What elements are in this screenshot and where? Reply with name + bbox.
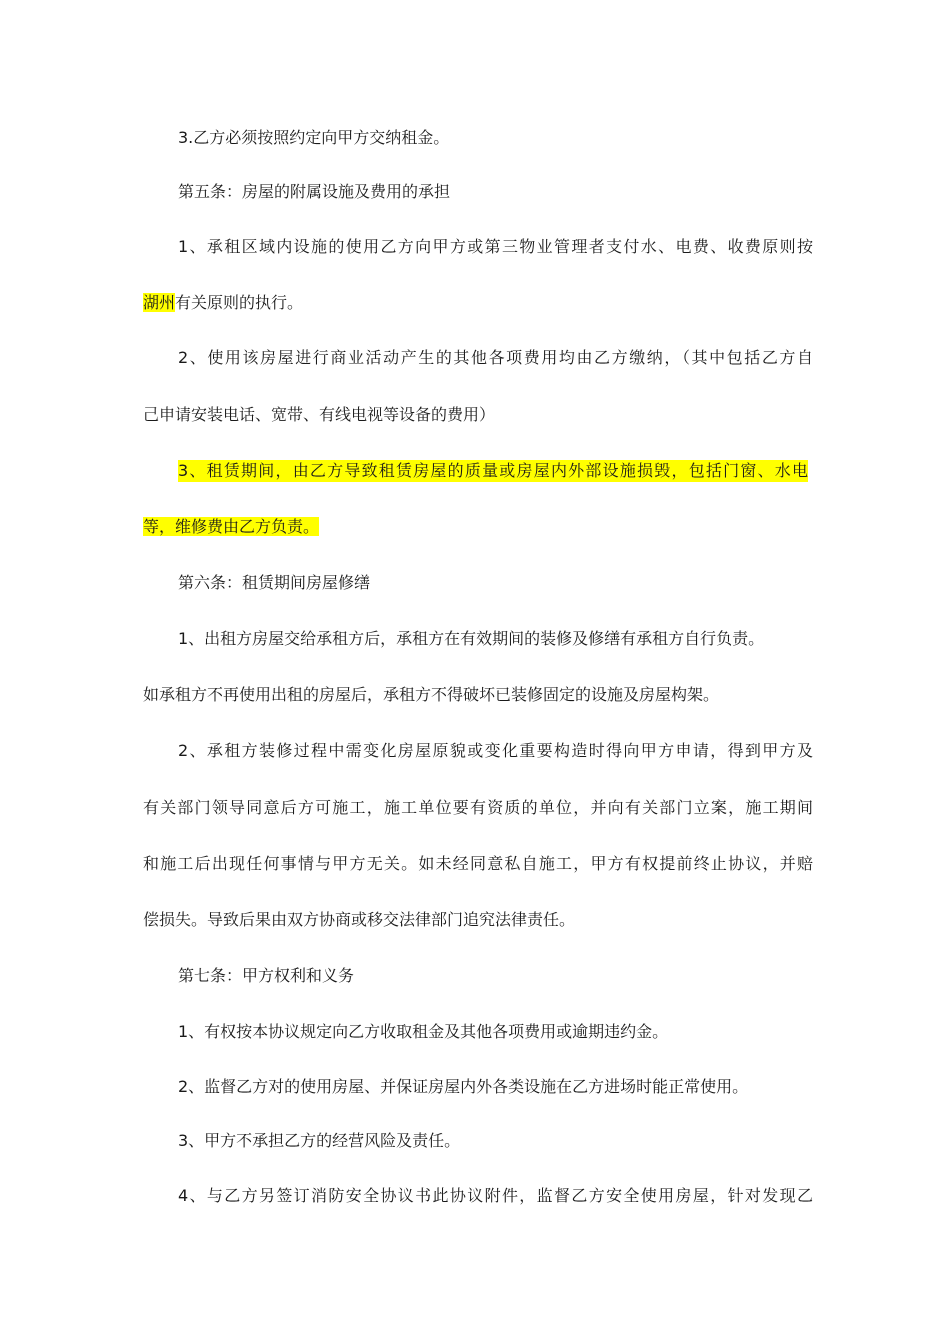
text-span: 有关原则的执行。 (175, 293, 304, 312)
paragraph-line (178, 1185, 813, 1207)
paragraph-line (143, 404, 813, 426)
highlighted-text: 等，维修费由乙方负责。 (143, 517, 320, 536)
section-heading-7 (178, 965, 813, 987)
paragraph-line (178, 347, 813, 369)
text-span: 偿损失。导致后果由双方协商或移交法律部门追究法律责任。 (143, 910, 576, 929)
text-span: 4、与乙方另签订消防安全协议书此协议附件，监督乙方安全使用房屋，针对发现乙 (178, 1186, 813, 1205)
paragraph-line (143, 853, 813, 875)
highlighted-paragraph-line (143, 516, 813, 538)
paragraph-line (178, 1021, 813, 1043)
section-heading-6 (178, 572, 813, 594)
text-span: 1、出租方房屋交给承租方后，承租方在有效期间的装修及修缮有承租方自行负责。 (178, 629, 765, 648)
paragraph-line (143, 797, 813, 819)
section-heading-5 (178, 181, 813, 203)
paragraph-line (178, 740, 813, 762)
text-span: 2、使用该房屋进行商业活动产生的其他各项费用均由乙方缴纳，（其中包括乙方自 (178, 348, 813, 367)
highlighted-text: 湖州 (143, 293, 176, 312)
paragraph-line (178, 1130, 813, 1152)
text-span: 2、监督乙方对的使用房屋、并保证房屋内外各类设施在乙方进场时能正常使用。 (178, 1077, 749, 1096)
paragraph-line (143, 684, 813, 706)
paragraph-line (178, 1076, 813, 1098)
text-span: 第五条：房屋的附属设施及费用的承担 (178, 182, 451, 201)
text-span: 第七条：甲方权利和义务 (178, 966, 355, 985)
paragraph-line (178, 628, 813, 650)
paragraph-line (143, 909, 813, 931)
text-span: 1、承租区域内设施的使用乙方向甲方或第三物业管理者支付水、电费、收费原则按 (178, 237, 813, 256)
text-span: 第六条：租赁期间房屋修缮 (178, 573, 371, 592)
text-span: 2、承租方装修过程中需变化房屋原貌或变化重要构造时得向甲方申请，得到甲方及 (178, 741, 813, 760)
text-span: 有关部门领导同意后方可施工，施工单位要有资质的单位，并向有关部门立案，施工期间 (143, 798, 813, 817)
text-span: 1、有权按本协议规定向乙方收取租金及其他各项费用或逾期违约金。 (178, 1022, 669, 1041)
text-span: 3、租赁期间，由乙方导致租赁房屋的质量或房屋内外部设施损毁，包括门窗、水电 (178, 461, 808, 480)
text-span: 3.乙方必须按照约定向甲方交纳租金。 (178, 128, 450, 147)
text-span: 如承租方不再使用出租的房屋后，承租方不得破坏已装修固定的设施及房屋构架。 (143, 685, 720, 704)
text-span: 和施工后出现任何事情与甲方无关。如未经同意私自施工，甲方有权提前终止协议，并赔 (143, 854, 813, 873)
text-span: 己申请安装电话、宽带、有线电视等设备的费用） (143, 405, 496, 424)
highlighted-paragraph-line (178, 460, 808, 482)
paragraph-line (143, 292, 813, 314)
paragraph-line (178, 236, 813, 258)
text-span: 3、甲方不承担乙方的经营风险及责任。 (178, 1131, 461, 1150)
paragraph-line (178, 127, 813, 149)
